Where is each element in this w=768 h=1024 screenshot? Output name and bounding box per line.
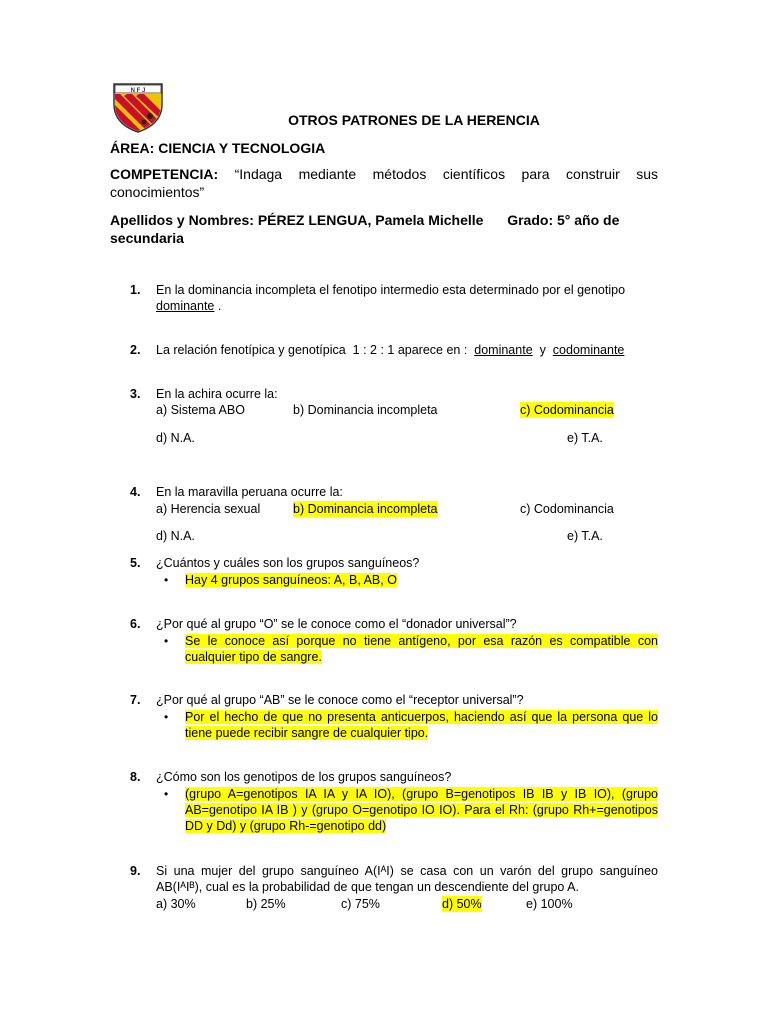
area-line xyxy=(110,139,658,157)
question-8 xyxy=(130,769,660,837)
question-6-answer-line-1: Se le conoce así porque no tiene antígeno, por esa razón es compatible con xyxy=(185,634,658,648)
option-e: e) T.A. xyxy=(567,529,603,543)
question-9-text-line-1: Si una mujer del grupo sanguíneo A(IᴬI) se casa con un varón del grupo sanguíneo xyxy=(156,864,658,878)
competencia-label: COMPETENCIA: xyxy=(110,166,219,182)
question-5 xyxy=(130,555,660,591)
question-1-text: En la dominancia incompleta el fenotipo intermedio esta determinado por el genotipo xyxy=(156,283,626,297)
question-8-answer-line-1: (grupo A=genotipos IA IA y IA IO), (grupo B=genotipos IB IB y IB IO), (grupo xyxy=(185,787,658,801)
option-b: b) 25% xyxy=(246,897,286,911)
option-a: a) Sistema ABO xyxy=(156,403,245,417)
area-label: ÁREA: xyxy=(110,140,155,156)
question-9-text-line-2: AB(IᴬIᴮ), cual es la probabilidad de que tengan un descendiente del grupo A. xyxy=(156,880,579,894)
nombres-label: Apellidos y Nombres: xyxy=(110,212,254,228)
option-a: a) Herencia sexual xyxy=(156,502,261,516)
question-2 xyxy=(130,342,660,360)
question-2-answer-2: codominante xyxy=(552,343,625,357)
option-d-selected: d) 50% xyxy=(442,897,482,911)
question-number: 6. xyxy=(130,617,141,631)
question-9 xyxy=(130,863,660,915)
question-7-answer-line-2: tiene puede recibir sangre de cualquier tipo. xyxy=(185,726,429,740)
question-2-text: La relación fenotípica y genotípica 1 : 2 : 1 aparece en : xyxy=(156,343,475,357)
question-number: 5. xyxy=(130,556,141,570)
area-value: CIENCIA Y TECNOLOGIA xyxy=(158,140,326,156)
document-title: OTROS PATRONES DE LA HERENCIA xyxy=(288,112,540,128)
bullet-icon: • xyxy=(164,573,169,587)
question-9-text xyxy=(156,863,658,895)
option-d: d) N.A. xyxy=(156,529,195,543)
competencia-line xyxy=(110,165,658,201)
option-d: d) N.A. xyxy=(156,431,195,445)
option-e: e) T.A. xyxy=(567,431,603,445)
question-number: 7. xyxy=(130,693,141,707)
bullet-icon: • xyxy=(164,710,169,724)
bullet-icon: • xyxy=(164,787,169,801)
question-3 xyxy=(130,386,660,448)
question-3-text: En la achira ocurre la: xyxy=(156,387,278,401)
question-8-answer-line-3: DD y Dd) y (grupo Rh-=genotipo dd) xyxy=(185,819,387,833)
svg-text:N F J: N F J xyxy=(130,88,146,94)
competencia-value: “Indaga mediante métodos científicos para construir sus conocimientos” xyxy=(110,166,658,200)
question-1-answer: dominante xyxy=(156,299,215,313)
question-7-answer-line-1: Por el hecho de que no presenta anticuerpos, haciendo así que la persona que lo xyxy=(185,710,658,724)
question-4-text: En la maravilla peruana ocurre la: xyxy=(156,485,343,499)
question-number: 8. xyxy=(130,770,141,784)
option-b-selected: b) Dominancia incompleta xyxy=(293,502,438,516)
question-number: 9. xyxy=(130,864,141,878)
question-number: 2. xyxy=(130,343,141,357)
question-text xyxy=(156,342,658,358)
option-a: a) 30% xyxy=(156,897,196,911)
question-8-text: ¿Cómo son los genotipos de los grupos sanguíneos? xyxy=(156,770,452,784)
question-text xyxy=(156,282,658,314)
question-7 xyxy=(130,692,660,744)
question-2-answer-1: dominante xyxy=(474,343,533,357)
question-1-tail: . xyxy=(214,299,222,313)
question-8-answer-line-2: AB=genotipo IA IB ) y (grupo O=genotipo IO IO). Para el Rh: (grupo Rh+=genotipos xyxy=(185,803,658,817)
question-6 xyxy=(130,616,660,668)
question-5-text: ¿Cuántos y cuáles son los grupos sanguíneos? xyxy=(156,556,420,570)
student-info xyxy=(110,211,658,247)
question-6-answer-line-2: cualquier tipo de sangre. xyxy=(185,650,322,664)
question-number: 3. xyxy=(130,387,141,401)
question-1 xyxy=(130,282,660,316)
nombres-value: PÉREZ LENGUA, Pamela Michelle xyxy=(257,212,484,228)
question-7-text: ¿Por qué al grupo “AB” se le conoce como el “receptor universal”? xyxy=(156,693,524,707)
question-number: 4. xyxy=(130,485,141,499)
option-c: c) Codominancia xyxy=(520,502,614,516)
bullet-icon: • xyxy=(164,634,169,648)
question-number: 1. xyxy=(130,283,141,297)
grado-value: 5° año de secundaria xyxy=(110,212,620,246)
option-b: b) Dominancia incompleta xyxy=(293,403,438,417)
question-5-answer: Hay 4 grupos sanguíneos: A, B, AB, O xyxy=(185,573,397,587)
grado-label: Grado: xyxy=(507,212,554,228)
question-6-text: ¿Por qué al grupo “O” se le conoce como el “donador universal”? xyxy=(156,617,517,631)
option-e: e) 100% xyxy=(526,897,573,911)
option-c: c) 75% xyxy=(341,897,380,911)
question-2-separator: y xyxy=(532,343,553,357)
question-4 xyxy=(130,484,660,546)
option-c-selected: c) Codominancia xyxy=(520,403,614,417)
